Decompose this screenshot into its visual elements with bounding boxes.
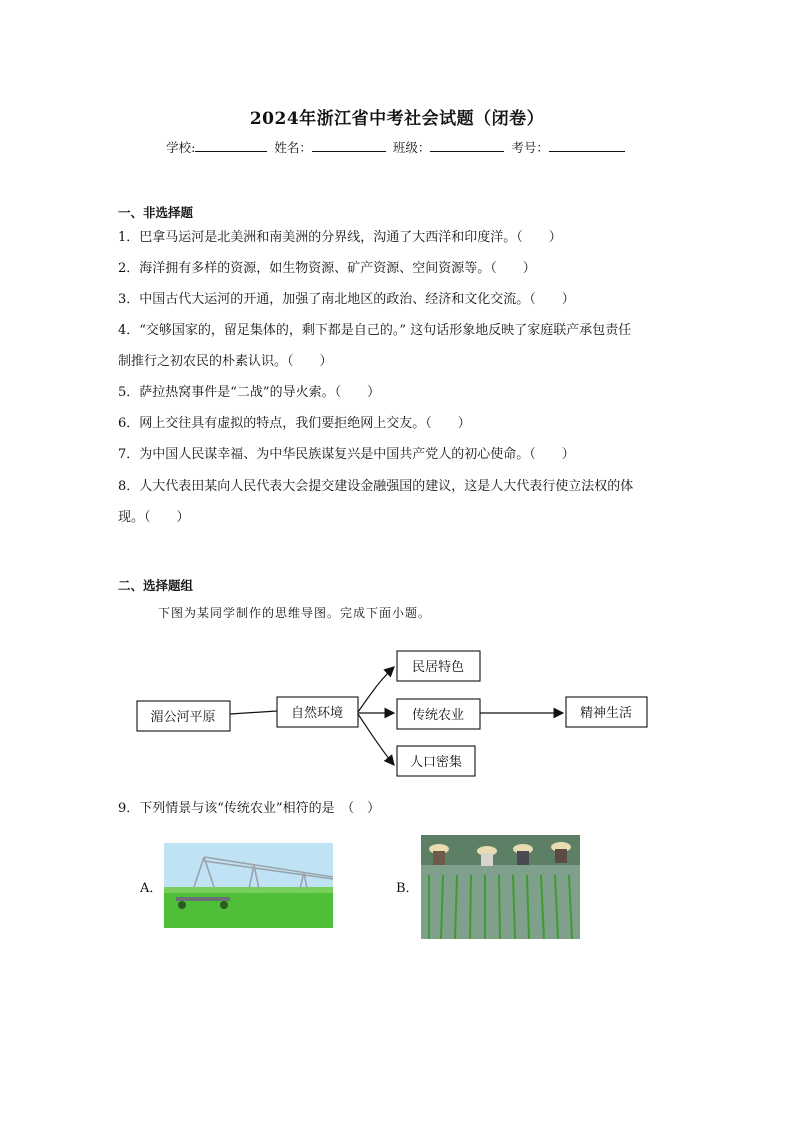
edge-nature-to-pop [358,714,394,765]
section-heading-2: 二、选择题组 [118,578,194,593]
option-a-label: A． [140,881,163,896]
question-5: 5．萨拉热窝事件是“二战”的导火索。（ ） [118,385,381,400]
question-8-line-2: 现。（ ） [118,510,190,525]
node-plain: 湄公河平原 [150,710,216,725]
option-b-image[interactable] [421,835,580,939]
question-1: 1．巴拿马运河是北美洲和南美洲的分界线，沟通了大西洋和印度洋。（ ） [118,230,562,245]
node-agri: 传统农业 [411,708,465,723]
node-pop: 人口密集 [409,755,463,770]
question-4-line-2: 制推行之初农民的朴素认识。（ ） [118,354,333,369]
name-label: 姓名： [274,140,312,155]
irrigation-image [164,843,333,928]
question-4-line-1: 4．“交够国家的，留足集体的，剩下都是自己的。” 这句话形象地反映了家庭联产承包责任 [118,323,632,338]
class-label: 班级： [392,140,431,155]
question-7: 7．为中国人民谋幸福、为中华民族谋复兴是中国共产党人的初心使命。（ ） [118,447,575,462]
option-b-label: B． [396,881,419,896]
node-housing: 民居特色 [411,660,465,675]
edge-nature-to-housing [358,667,394,712]
section-heading-1: 一、非选择题 [118,205,194,220]
mindmap-intro: 下图为某同学制作的思维导图。完成下面小题。 [158,606,432,620]
node-nature: 自然环境 [290,706,344,721]
option-a-image[interactable] [164,843,333,928]
question-9: 9．下列情景与该“传统农业”相符的是 （ ） [118,801,381,816]
question-8-line-1: 8．人大代表田某向人民代表大会提交建设金融强国的建议，这是人大代表行使立法权的体 [118,479,634,494]
question-2: 2．海洋拥有多样的资源，如生物资源、矿产资源、空间资源等。（ ） [118,261,536,276]
question-3: 3．中国古代大运河的开通，加强了南北地区的政治、经济和文化交流。（ ） [118,292,575,307]
node-spirit: 精神生活 [579,706,633,721]
school-label: 学校: [166,140,196,155]
rice-paddy-image [421,835,580,939]
edge-plain-to-nature [230,711,277,714]
exam-title: 2024年浙江省中考社会试题（闭卷） [249,109,545,129]
exam-no-label: 考号： [511,140,549,155]
question-6: 6．网上交往具有虚拟的特点，我们要拒绝网上交友。（ ） [118,416,471,431]
